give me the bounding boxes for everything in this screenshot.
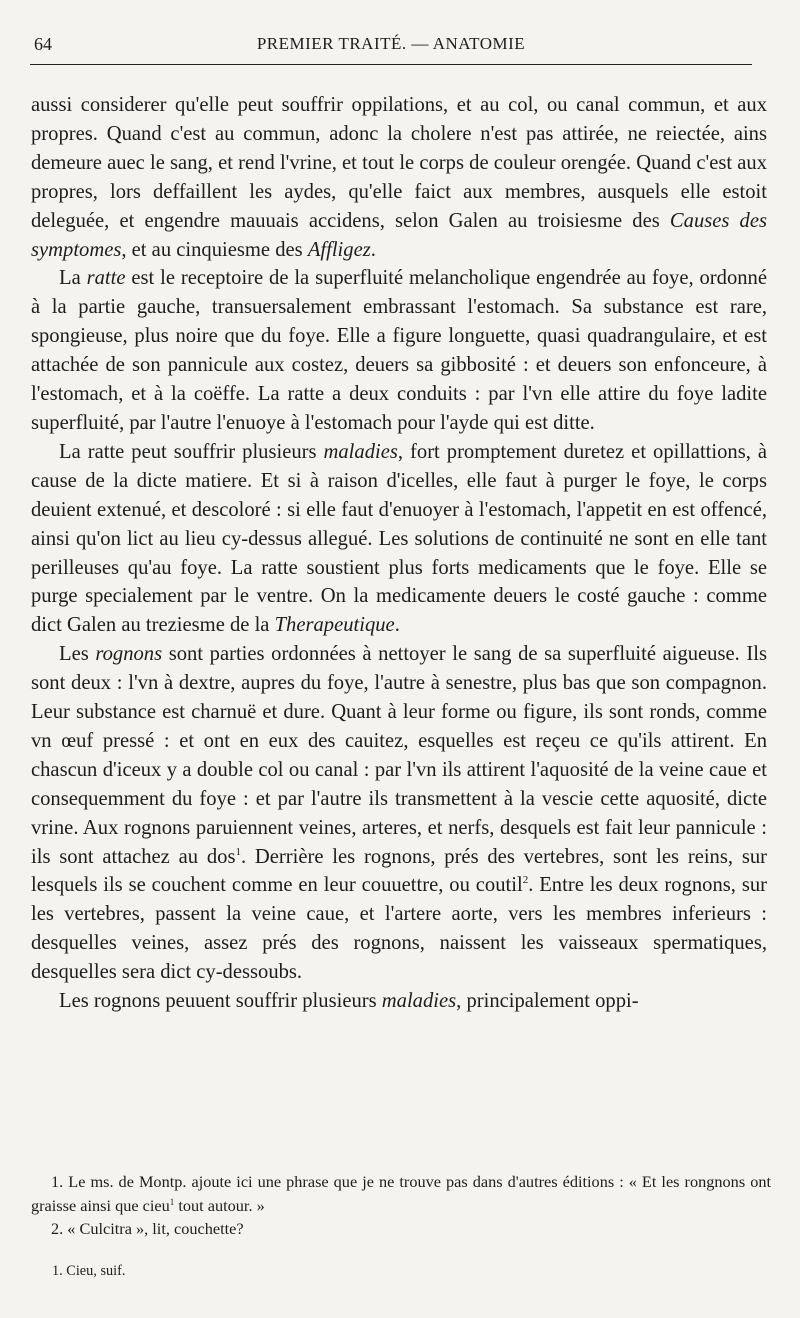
running-title: PREMIER TRAITÉ. — ANATOMIE (256, 34, 526, 53)
page-number: 64 (34, 34, 52, 54)
italic-term: maladies (323, 440, 398, 463)
italic-term: ratte (86, 267, 126, 290)
footnote-1: 1. Le ms. de Montp. ajoute ici une phrase que je ne trouve pas dans d'autres éditions : « Et les rongnons ont graisse ainsi que cieu$^1$ tout autour. » (31, 1172, 771, 1215)
paragraph-5: Les rognons peuuent souffrir plusieurs maladies, principalement oppi- (59, 990, 639, 1013)
footnotes (31, 1170, 771, 1241)
page-header (30, 30, 752, 65)
subnote-ref: 1 (169, 1196, 175, 1207)
paragraph-4: Les rognons sont parties ordonnées à nettoyer le sang de sa superfluité aigueuse. Ils sont deux : l'vn à dextre, aupres du foye, l'autre à senestre, plus bas que son compagnon. Leur substance est charnuë et dure. Quant à leur forme ou figure, ils sont ronds, comme vn œuf pressé : et ont en eux des cauitez, esquelles est reçeu ce qu'ils attirent. En chascun d'iceux y a double col ou canal : par l'vn ils attirent l'aquosité de la veine caue et consequemment du foye : et par l'autre ils transmettent à la vescie cette aquosité, dicte vrine. Aux rognons paruiennent veines, arteres, et nerfs, desquels est fait leur pannicule : ils sont attachez au dos$^1$. Derrière les rognons, prés des vertebres, sont les reins, sur lesquels ils se couchent comme en leur couuettre, ou coutil$^2$. Entre les deux rognons, sur les vertebres, passent la veine caue, et l'artere aorte, vers les membres inferieurs : desquelles veines, assez prés des rognons, naissent les vaisseaux spermatiques, desquelles sera dict cy-dessoubs. (31, 643, 767, 984)
main-text (31, 91, 767, 1016)
italic-term: Therapeutique (274, 614, 395, 637)
footnote-2: 2. « Culcitra », lit, couchette? (51, 1219, 244, 1238)
italic-term: rognons (95, 643, 163, 666)
paragraph-3: La ratte peut souffrir plusieurs maladies, fort promptement duretez et opillattions, à cause de la dicte matiere. Et si à raison d'icelles, elle faut à purger le foye, le corps deuient extenué, et descoloré : si elle faut d'enuoyer à l'estomach, l'appetit en est offencé, ainsi qu'on lict au lieu cy-dessus allegué. Les solutions de continuité ne sont en elle tant perilleuses qu'au foye. La ratte soustient plus forts medicaments que le foye. Elle se purge specialement par le ventre. On la medicamente deuers le costé gauche : comme dict Galen au treziesme de la Therapeutique. (31, 440, 768, 637)
italic-term: maladies (381, 990, 457, 1013)
footnote-ref: 2 (522, 874, 529, 887)
italic-term: Causes des symptomes (31, 209, 767, 261)
footnote-ref: 1 (235, 845, 241, 858)
paragraph-1: aussi considerer qu'elle peut souffrir oppilations, et au col, ou canal commun, et aux propres. Quand c'est au commun, adonc la cholere n'est pas attirée, ne reiectée, ains demeure auec le sang, et rend l'vrine, et tout le corps de couleur orengée. Quand c'est aux propres, lors deffaillent les aydes, qu'elle faict aux membres, ausquels elle estoit deleguée, et engendre mauuais accidens, selon Galen au troisiesme des Causes des symptomes, et au cinquiesme des Affligez. (31, 94, 767, 261)
paragraph-2: La ratte est le receptoire de la superfluité melancholique engendrée au foye, ordonné à la partie gauche, transuersalement embrassant l'estomach. Sa substance est rare, spongieuse, plus noire que du foye. Elle a figure longuette, quasi quadrangulaire, et est attachée de son pannicule aux costez, deuers sa gibbosité : et deuers son enfonceure, à l'estomach, et à la coëffe. La ratte a deux conduits : par l'vn elle attire du foye ladite superfluité, par l'autre l'enuoye à l'estomach pour l'ayde qui est ditte. (31, 267, 767, 434)
italic-term: Affligez (307, 238, 371, 261)
subnote: 1. Cieu, suif. (52, 1263, 126, 1279)
